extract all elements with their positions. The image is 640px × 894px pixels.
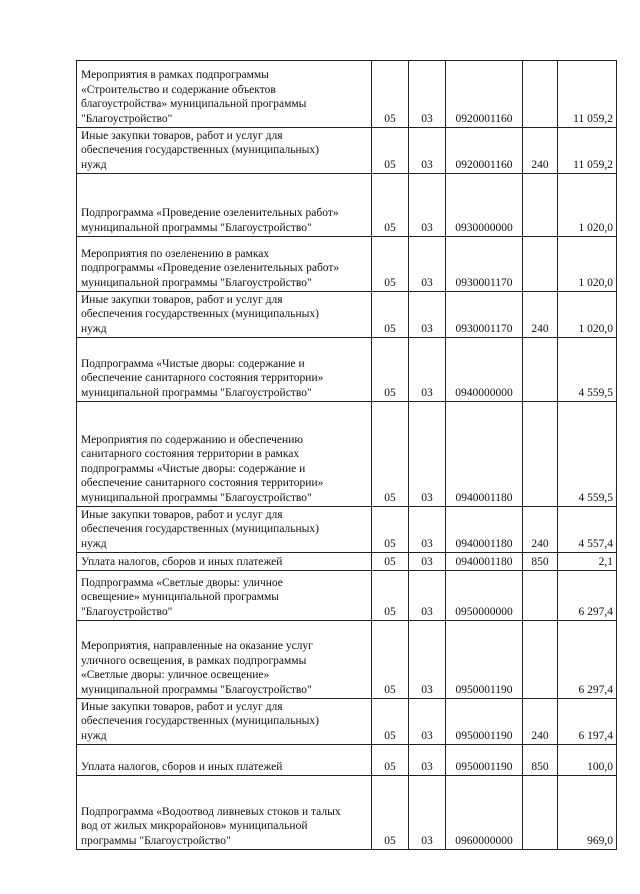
cell-subsection: 03 <box>409 292 446 338</box>
cell-section: 05 <box>372 402 409 507</box>
cell-name-line: благоустройства» муниципальной программы <box>81 98 307 110</box>
cell-name-line: вод от жилых микрорайонов» муниципальной <box>81 820 308 832</box>
cell-sum: 1 020,0 <box>558 292 617 338</box>
cell-target-article: 0950001190 <box>446 745 523 776</box>
cell-sum: 1 020,0 <box>558 237 617 292</box>
cell-name-line: "Благоустройство" <box>81 112 173 125</box>
cell-name-line: уличного освещения, в рамках подпрограммы <box>81 654 307 667</box>
cell-sum: 4 559,5 <box>558 338 617 402</box>
cell-name-line: обеспечения государственных (муниципальных) <box>81 308 319 320</box>
table-row <box>77 174 617 237</box>
cell-name-line: Уплата налогов, сборов и иных платежей <box>81 555 283 568</box>
cell-name-line: программы "Благоустройство" <box>81 834 231 847</box>
cell-name-line: обеспечения государственных (муниципальных) <box>81 523 319 535</box>
cell-section: 05 <box>372 128 409 174</box>
cell-name-line: Иные закупки товаров, работ и услуг для <box>81 293 283 306</box>
cell-target-article: 0930001170 <box>446 292 523 338</box>
cell-name-line: муниципальной программы "Благоустройство" <box>81 386 312 399</box>
cell-sum: 11 059,2 <box>558 128 617 174</box>
cell-expense-type: 850 <box>523 553 558 571</box>
table-row <box>77 402 617 507</box>
cell-name-line: нужд <box>81 729 107 742</box>
cell-name <box>77 292 372 338</box>
cell-name-line: муниципальной программы "Благоустройство" <box>81 221 312 234</box>
cell-expense-type <box>523 621 558 699</box>
cell-subsection: 03 <box>409 402 446 507</box>
cell-sum: 6 297,4 <box>558 571 617 621</box>
cell-name-line: Подпрограмма «Чистые дворы: содержание и <box>81 357 305 370</box>
cell-target-article: 0930000000 <box>446 174 523 237</box>
cell-target-article: 0950001190 <box>446 699 523 745</box>
cell-name-line: подпрограммы «Чистые дворы: содержание и <box>81 462 306 475</box>
cell-section: 05 <box>372 174 409 237</box>
cell-section: 05 <box>372 237 409 292</box>
cell-name-line: муниципальной программы "Благоустройство" <box>81 683 312 696</box>
table-row <box>77 745 617 776</box>
table-row <box>77 338 617 402</box>
cell-subsection: 03 <box>409 776 446 850</box>
cell-target-article: 0940001180 <box>446 402 523 507</box>
cell-subsection: 03 <box>409 745 446 776</box>
cell-name <box>77 621 372 699</box>
table-row <box>77 776 617 850</box>
table-row <box>77 699 617 745</box>
cell-name <box>77 237 372 292</box>
cell-section: 05 <box>372 553 409 571</box>
cell-name-line: Подпрограмма «Проведение озеленительных работ» <box>81 207 339 219</box>
cell-name-line: обеспечения государственных (муниципальных) <box>81 144 319 156</box>
cell-section: 05 <box>372 621 409 699</box>
cell-target-article: 0940001180 <box>446 507 523 553</box>
cell-subsection: 03 <box>409 553 446 571</box>
cell-subsection: 03 <box>409 699 446 745</box>
cell-name <box>77 571 372 621</box>
cell-sum: 1 020,0 <box>558 174 617 237</box>
budget-table <box>76 60 617 850</box>
cell-expense-type: 240 <box>523 699 558 745</box>
cell-sum: 4 557,4 <box>558 507 617 553</box>
cell-name-line: подпрограммы «Проведение озеленительных работ» <box>81 262 340 274</box>
cell-subsection: 03 <box>409 338 446 402</box>
cell-section: 05 <box>372 507 409 553</box>
cell-sum: 6 197,4 <box>558 699 617 745</box>
cell-target-article: 0940000000 <box>446 338 523 402</box>
cell-sum: 6 297,4 <box>558 621 617 699</box>
cell-target-article: 0920001160 <box>446 61 523 128</box>
cell-target-article: 0950001190 <box>446 621 523 699</box>
cell-name-line: Мероприятия по озеленению в рамках <box>81 247 270 260</box>
cell-target-article: 0960000000 <box>446 776 523 850</box>
cell-name-line: Иные закупки товаров, работ и услуг для <box>81 700 283 713</box>
cell-name <box>77 174 372 237</box>
cell-name-line: муниципальной программы "Благоустройство" <box>81 491 312 504</box>
cell-subsection: 03 <box>409 621 446 699</box>
cell-name-line: «Светлые дворы: уличное освещение» <box>81 669 270 681</box>
cell-name-line: нужд <box>81 322 107 335</box>
cell-target-article: 0930001170 <box>446 237 523 292</box>
cell-sum: 4 559,5 <box>558 402 617 507</box>
cell-name <box>77 61 372 128</box>
cell-sum: 100,0 <box>558 745 617 776</box>
cell-subsection: 03 <box>409 507 446 553</box>
cell-section: 05 <box>372 338 409 402</box>
cell-name <box>77 402 372 507</box>
cell-name <box>77 338 372 402</box>
cell-name <box>77 128 372 174</box>
cell-expense-type <box>523 61 558 128</box>
cell-expense-type: 240 <box>523 507 558 553</box>
cell-section: 05 <box>372 61 409 128</box>
cell-name-line: Подпрограмма «Водоотвод ливневых стоков и талых <box>81 805 341 818</box>
cell-name-line: Иные закупки товаров, работ и услуг для <box>81 129 283 142</box>
cell-name <box>77 553 372 571</box>
cell-name-line: Мероприятия в рамках подпрограммы <box>81 69 269 81</box>
cell-name-line: Иные закупки товаров, работ и услуг для <box>81 508 283 521</box>
cell-subsection: 03 <box>409 571 446 621</box>
cell-section: 05 <box>372 699 409 745</box>
cell-name <box>77 776 372 850</box>
cell-subsection: 03 <box>409 174 446 237</box>
table-row <box>77 553 617 571</box>
cell-expense-type: 240 <box>523 128 558 174</box>
table-row <box>77 571 617 621</box>
table-row <box>77 507 617 553</box>
cell-target-article: 0940001180 <box>446 553 523 571</box>
cell-subsection: 03 <box>409 61 446 128</box>
cell-expense-type <box>523 402 558 507</box>
cell-expense-type: 240 <box>523 292 558 338</box>
cell-name-line: освещение» муниципальной программы <box>81 591 280 603</box>
table-row <box>77 61 617 128</box>
cell-subsection: 03 <box>409 237 446 292</box>
cell-expense-type <box>523 776 558 850</box>
cell-name-line: санитарного состояния территории в рамках <box>81 448 300 460</box>
cell-target-article: 0950000000 <box>446 571 523 621</box>
cell-sum: 11 059,2 <box>558 61 617 128</box>
cell-expense-type <box>523 571 558 621</box>
budget-table-body <box>77 61 617 850</box>
cell-section: 05 <box>372 745 409 776</box>
table-row <box>77 237 617 292</box>
cell-subsection: 03 <box>409 128 446 174</box>
cell-name-line: муниципальной программы "Благоустройство" <box>81 276 312 289</box>
cell-name <box>77 507 372 553</box>
cell-section: 05 <box>372 776 409 850</box>
cell-name-line: "Благоустройство" <box>81 605 173 618</box>
cell-name-line: Подпрограмма «Светлые дворы: уличное <box>81 576 283 589</box>
cell-expense-type <box>523 174 558 237</box>
table-row <box>77 621 617 699</box>
cell-name-line: нужд <box>81 158 107 171</box>
cell-name-line: Мероприятия, направленные на оказание услуг <box>81 640 313 652</box>
cell-name-line: «Строительство и содержание объектов <box>81 83 276 96</box>
cell-section: 05 <box>372 292 409 338</box>
cell-target-article: 0920001160 <box>446 128 523 174</box>
cell-section: 05 <box>372 571 409 621</box>
cell-name-line: обеспечение санитарного состояния территории» <box>81 372 324 384</box>
cell-name <box>77 745 372 776</box>
table-row <box>77 292 617 338</box>
cell-name-line: обеспечения государственных (муниципальных) <box>81 715 319 727</box>
cell-expense-type <box>523 237 558 292</box>
cell-sum: 969,0 <box>558 776 617 850</box>
cell-expense-type: 850 <box>523 745 558 776</box>
cell-name-line: Уплата налогов, сборов и иных платежей <box>81 760 283 773</box>
cell-name-line: обеспечение санитарного состояния территории» <box>81 477 324 489</box>
table-row <box>77 128 617 174</box>
cell-name-line: Мероприятия по содержанию и обеспечению <box>81 433 303 446</box>
cell-name-line: нужд <box>81 537 107 550</box>
cell-sum: 2,1 <box>558 553 617 571</box>
cell-expense-type <box>523 338 558 402</box>
cell-name <box>77 699 372 745</box>
